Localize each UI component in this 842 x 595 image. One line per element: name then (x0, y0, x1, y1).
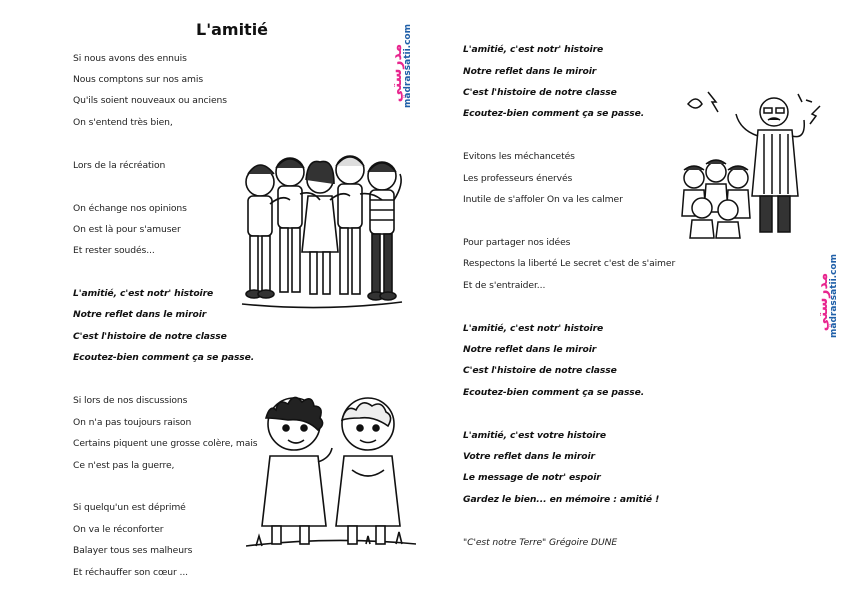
poem-line: Certains piquent une grosse colère, mais (73, 438, 258, 449)
poem-line: Et réchauffer son cœur ... (73, 567, 188, 578)
poem-line: Lors de la récréation (73, 160, 166, 171)
refrain-line: Votre reflet dans le miroir (463, 451, 595, 462)
angry-teacher-with-students-illustration (680, 86, 830, 241)
poem-credit: "C'est notre Terre" Grégoire DUNE (463, 537, 618, 548)
poem-line: On s'entend très bien, (73, 117, 173, 128)
poem-line: On est là pour s'amuser (73, 224, 181, 235)
refrain-line: L'amitié, c'est notr' histoire (73, 288, 214, 299)
watermark-logo (389, 24, 413, 108)
refrain-line: Ecoutez-bien comment ça se passe. (463, 387, 645, 398)
refrain-line: Ecoutez-bien comment ça se passe. (73, 352, 255, 363)
refrain-line: Ecoutez-bien comment ça se passe. (463, 108, 645, 119)
poem-line: Inutile de s'affoler On va les calmer (463, 194, 623, 205)
refrain-line: L'amitié, c'est notr' histoire (463, 323, 604, 334)
refrain-line: Notre reflet dans le miroir (463, 66, 597, 77)
poem-line: Les professeurs énervés (463, 173, 573, 184)
poem-line: Ce n'est pas la guerre, (73, 460, 175, 471)
poem-line: Qu'ils soient nouveaux ou anciens (73, 95, 227, 106)
poem-title: L'amitié (196, 20, 269, 39)
poem-line: Evitons les méchancetés (463, 151, 575, 162)
refrain-line: Gardez le bien... en mémoire : amitié ! (463, 494, 660, 505)
watermark-arabic: مدرستي (815, 272, 831, 332)
refrain-line: Le message de notr' espoir (463, 472, 601, 483)
refrain-line: L'amitié, c'est votre histoire (463, 430, 607, 441)
poem-line: Balayer tous ses malheurs (73, 545, 193, 556)
refrain-line: L'amitié, c'est notr' histoire (463, 44, 604, 55)
watermark-latin: madrassatii.com (829, 254, 839, 338)
refrain-line: Notre reflet dans le miroir (463, 344, 597, 355)
watermark-latin: madrassatii.com (403, 24, 413, 108)
poem-line: On va le réconforter (73, 524, 164, 535)
poem-line: Et rester soudés... (73, 245, 155, 256)
poem-line: Si quelqu'un est déprimé (73, 502, 186, 513)
poem-line: Et de s'entraider... (463, 280, 546, 291)
watermark-logo (815, 254, 839, 338)
poem-line: Respectons la liberté Le secret c'est de s'aimer (463, 258, 676, 269)
poem-line: Nous comptons sur nos amis (73, 74, 204, 85)
refrain-line: C'est l'histoire de notre classe (463, 87, 617, 98)
poem-line: On échange nos opinions (73, 203, 187, 214)
group-of-children-hugging-illustration (232, 144, 412, 314)
watermark-arabic: مدرستي (389, 43, 405, 103)
poem-line: On n'a pas toujours raison (73, 417, 192, 428)
poem-line: Si nous avons des ennuis (73, 53, 187, 64)
refrain-line: Notre reflet dans le miroir (73, 309, 207, 320)
poem-line: Pour partager nos idées (463, 237, 571, 248)
refrain-line: C'est l'histoire de notre classe (73, 331, 227, 342)
refrain-line: C'est l'histoire de notre classe (463, 365, 617, 376)
poem-line: Si lors de nos discussions (73, 395, 188, 406)
two-children-talking-illustration (246, 378, 416, 558)
